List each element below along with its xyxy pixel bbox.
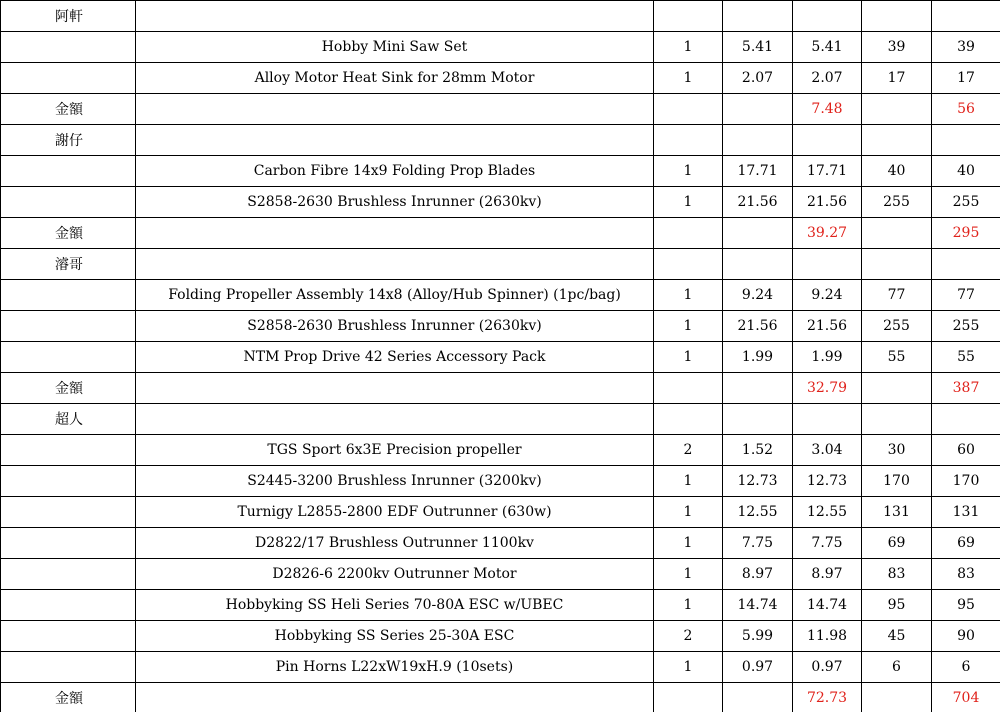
group-total-row xyxy=(1,683,1000,712)
item-description-cell[interactable]: TGS Sport 6x3E Precision propeller xyxy=(136,435,654,466)
line-total-2-cell[interactable]: 255 xyxy=(932,187,1000,218)
empty-cell[interactable] xyxy=(654,218,723,249)
item-description-cell[interactable]: Alloy Motor Heat Sink for 28mm Motor xyxy=(136,63,654,94)
quantity-cell[interactable]: 1 xyxy=(654,280,723,311)
table-row xyxy=(1,621,1000,652)
unit-price-2-cell[interactable]: 77 xyxy=(862,280,932,311)
empty-cell[interactable] xyxy=(136,94,654,125)
line-total-cell[interactable]: 14.74 xyxy=(793,590,862,621)
empty-cell[interactable] xyxy=(1,311,136,342)
line-total-2-cell[interactable]: 90 xyxy=(932,621,1000,652)
group-total-cell[interactable]: 72.73 xyxy=(793,683,862,712)
empty-cell[interactable] xyxy=(1,187,136,218)
line-total-2-cell[interactable]: 40 xyxy=(932,156,1000,187)
empty-cell[interactable] xyxy=(862,249,932,280)
empty-cell[interactable] xyxy=(136,249,654,280)
line-total-cell[interactable]: 11.98 xyxy=(793,621,862,652)
empty-cell[interactable] xyxy=(932,125,1000,156)
unit-price-cell[interactable]: 2.07 xyxy=(723,63,793,94)
empty-cell[interactable] xyxy=(136,373,654,404)
unit-price-cell[interactable]: 0.97 xyxy=(723,652,793,683)
unit-price-2-cell[interactable]: 39 xyxy=(862,32,932,63)
unit-price-cell[interactable]: 1.52 xyxy=(723,435,793,466)
group-name-cell[interactable]: 超人 xyxy=(1,404,136,435)
empty-cell[interactable] xyxy=(723,404,793,435)
empty-cell[interactable] xyxy=(862,683,932,712)
unit-price-cell[interactable]: 12.55 xyxy=(723,497,793,528)
empty-cell[interactable] xyxy=(1,466,136,497)
quantity-cell[interactable]: 1 xyxy=(654,63,723,94)
table-body xyxy=(1,1,1000,712)
quantity-cell[interactable]: 1 xyxy=(654,590,723,621)
line-total-2-cell[interactable]: 69 xyxy=(932,528,1000,559)
table-row xyxy=(1,32,1000,63)
empty-cell[interactable] xyxy=(723,94,793,125)
unit-price-2-cell[interactable]: 30 xyxy=(862,435,932,466)
group-name-cell[interactable]: 濬哥 xyxy=(1,249,136,280)
unit-price-cell[interactable]: 14.74 xyxy=(723,590,793,621)
group-total-2-cell[interactable]: 387 xyxy=(932,373,1000,404)
unit-price-2-cell[interactable]: 131 xyxy=(862,497,932,528)
total-label-cell[interactable]: 金額 xyxy=(1,218,136,249)
empty-cell[interactable] xyxy=(1,559,136,590)
unit-price-cell[interactable]: 5.41 xyxy=(723,32,793,63)
unit-price-cell[interactable]: 21.56 xyxy=(723,311,793,342)
unit-price-cell[interactable]: 1.99 xyxy=(723,342,793,373)
line-total-2-cell[interactable]: 95 xyxy=(932,590,1000,621)
empty-cell[interactable] xyxy=(862,218,932,249)
item-description-cell[interactable]: Hobby Mini Saw Set xyxy=(136,32,654,63)
item-description-cell[interactable]: S2858-2630 Brushless Inrunner (2630kv) xyxy=(136,311,654,342)
empty-cell[interactable] xyxy=(723,125,793,156)
unit-price-cell[interactable]: 8.97 xyxy=(723,559,793,590)
total-label-cell[interactable]: 金額 xyxy=(1,373,136,404)
unit-price-2-cell[interactable]: 255 xyxy=(862,311,932,342)
unit-price-cell[interactable]: 12.73 xyxy=(723,466,793,497)
empty-cell[interactable] xyxy=(723,249,793,280)
item-description-cell[interactable]: Turnigy L2855-2800 EDF Outrunner (630w) xyxy=(136,497,654,528)
item-description-cell[interactable]: Carbon Fibre 14x9 Folding Prop Blades xyxy=(136,156,654,187)
empty-cell[interactable] xyxy=(723,373,793,404)
empty-cell[interactable] xyxy=(793,1,862,32)
unit-price-2-cell[interactable]: 55 xyxy=(862,342,932,373)
unit-price-2-cell[interactable]: 170 xyxy=(862,466,932,497)
table-row xyxy=(1,590,1000,621)
item-description-cell[interactable]: S2445-3200 Brushless Inrunner (3200kv) xyxy=(136,466,654,497)
item-description-cell[interactable]: S2858-2630 Brushless Inrunner (2630kv) xyxy=(136,187,654,218)
empty-cell[interactable] xyxy=(723,218,793,249)
item-description-cell[interactable]: Hobbyking SS Series 25-30A ESC xyxy=(136,621,654,652)
item-description-cell[interactable]: D2826-6 2200kv Outrunner Motor xyxy=(136,559,654,590)
empty-cell[interactable] xyxy=(723,1,793,32)
line-total-2-cell[interactable]: 55 xyxy=(932,342,1000,373)
group-total-2-cell[interactable]: 295 xyxy=(932,218,1000,249)
quantity-cell[interactable]: 1 xyxy=(654,156,723,187)
line-total-cell[interactable]: 1.99 xyxy=(793,342,862,373)
empty-cell[interactable] xyxy=(1,280,136,311)
unit-price-cell[interactable]: 17.71 xyxy=(723,156,793,187)
line-total-cell[interactable]: 8.97 xyxy=(793,559,862,590)
empty-cell[interactable] xyxy=(654,683,723,712)
item-description-cell[interactable]: D2822/17 Brushless Outrunner 1100kv xyxy=(136,528,654,559)
empty-cell[interactable] xyxy=(136,1,654,32)
line-total-cell[interactable]: 12.73 xyxy=(793,466,862,497)
group-name-cell[interactable]: 謝仔 xyxy=(1,125,136,156)
line-total-2-cell[interactable]: 255 xyxy=(932,311,1000,342)
unit-price-2-cell[interactable]: 69 xyxy=(862,528,932,559)
line-total-cell[interactable]: 7.75 xyxy=(793,528,862,559)
line-total-cell[interactable]: 5.41 xyxy=(793,32,862,63)
unit-price-2-cell[interactable]: 40 xyxy=(862,156,932,187)
group-total-2-cell[interactable]: 704 xyxy=(932,683,1000,712)
quantity-cell[interactable]: 1 xyxy=(654,311,723,342)
total-label-cell[interactable]: 金額 xyxy=(1,683,136,712)
table-row xyxy=(1,342,1000,373)
empty-cell[interactable] xyxy=(793,404,862,435)
group-total-cell[interactable]: 39.27 xyxy=(793,218,862,249)
empty-cell[interactable] xyxy=(793,249,862,280)
quantity-cell[interactable]: 1 xyxy=(654,528,723,559)
unit-price-2-cell[interactable]: 95 xyxy=(862,590,932,621)
empty-cell[interactable] xyxy=(654,125,723,156)
item-description-cell[interactable]: Folding Propeller Assembly 14x8 (Alloy/Hub Spinner) (1pc/bag) xyxy=(136,280,654,311)
unit-price-cell[interactable]: 7.75 xyxy=(723,528,793,559)
table-row xyxy=(1,466,1000,497)
empty-cell[interactable] xyxy=(654,94,723,125)
line-total-cell[interactable]: 0.97 xyxy=(793,652,862,683)
empty-cell[interactable] xyxy=(1,435,136,466)
total-label-cell[interactable]: 金額 xyxy=(1,94,136,125)
unit-price-cell[interactable]: 5.99 xyxy=(723,621,793,652)
quantity-cell[interactable]: 2 xyxy=(654,621,723,652)
table-row xyxy=(1,63,1000,94)
unit-price-cell[interactable]: 21.56 xyxy=(723,187,793,218)
empty-cell[interactable] xyxy=(932,404,1000,435)
unit-price-2-cell[interactable]: 17 xyxy=(862,63,932,94)
group-total-cell[interactable]: 7.48 xyxy=(793,94,862,125)
empty-cell[interactable] xyxy=(136,404,654,435)
empty-cell[interactable] xyxy=(862,373,932,404)
empty-cell[interactable] xyxy=(654,373,723,404)
line-total-cell[interactable]: 17.71 xyxy=(793,156,862,187)
empty-cell[interactable] xyxy=(136,218,654,249)
group-total-2-cell[interactable]: 56 xyxy=(932,94,1000,125)
item-description-cell[interactable]: Pin Horns L22xW19xH.9 (10sets) xyxy=(136,652,654,683)
quantity-cell[interactable]: 2 xyxy=(654,435,723,466)
table-row xyxy=(1,435,1000,466)
line-total-2-cell[interactable]: 39 xyxy=(932,32,1000,63)
unit-price-cell[interactable]: 9.24 xyxy=(723,280,793,311)
line-total-cell[interactable]: 2.07 xyxy=(793,63,862,94)
empty-cell[interactable] xyxy=(1,528,136,559)
quantity-cell[interactable]: 1 xyxy=(654,32,723,63)
item-description-cell[interactable]: NTM Prop Drive 42 Series Accessory Pack xyxy=(136,342,654,373)
quantity-cell[interactable]: 1 xyxy=(654,187,723,218)
group-header-row xyxy=(1,1,1000,32)
empty-cell[interactable] xyxy=(1,156,136,187)
line-total-cell[interactable]: 21.56 xyxy=(793,187,862,218)
group-total-row xyxy=(1,373,1000,404)
empty-cell[interactable] xyxy=(1,63,136,94)
quantity-cell[interactable]: 1 xyxy=(654,466,723,497)
line-total-cell[interactable]: 3.04 xyxy=(793,435,862,466)
line-total-2-cell[interactable]: 77 xyxy=(932,280,1000,311)
group-total-cell[interactable]: 32.79 xyxy=(793,373,862,404)
quantity-cell[interactable]: 1 xyxy=(654,497,723,528)
empty-cell[interactable] xyxy=(862,125,932,156)
empty-cell[interactable] xyxy=(654,404,723,435)
item-description-cell[interactable]: Hobbyking SS Heli Series 70-80A ESC w/UBEC xyxy=(136,590,654,621)
table-row xyxy=(1,652,1000,683)
empty-cell[interactable] xyxy=(1,342,136,373)
quantity-cell[interactable]: 1 xyxy=(654,342,723,373)
table-row xyxy=(1,497,1000,528)
group-total-row xyxy=(1,218,1000,249)
empty-cell[interactable] xyxy=(1,652,136,683)
empty-cell[interactable] xyxy=(654,249,723,280)
line-total-2-cell[interactable]: 60 xyxy=(932,435,1000,466)
empty-cell[interactable] xyxy=(136,125,654,156)
unit-price-2-cell[interactable]: 255 xyxy=(862,187,932,218)
quantity-cell[interactable]: 1 xyxy=(654,559,723,590)
table-row xyxy=(1,311,1000,342)
empty-cell[interactable] xyxy=(862,404,932,435)
table-row xyxy=(1,559,1000,590)
line-total-cell[interactable]: 21.56 xyxy=(793,311,862,342)
line-total-cell[interactable]: 12.55 xyxy=(793,497,862,528)
line-total-2-cell[interactable]: 131 xyxy=(932,497,1000,528)
group-name-cell[interactable]: 阿軒 xyxy=(1,1,136,32)
empty-cell[interactable] xyxy=(136,683,654,712)
unit-price-2-cell[interactable]: 6 xyxy=(862,652,932,683)
empty-cell[interactable] xyxy=(723,683,793,712)
empty-cell[interactable] xyxy=(1,590,136,621)
unit-price-2-cell[interactable]: 45 xyxy=(862,621,932,652)
line-total-2-cell[interactable]: 17 xyxy=(932,63,1000,94)
line-total-2-cell[interactable]: 6 xyxy=(932,652,1000,683)
empty-cell[interactable] xyxy=(932,1,1000,32)
line-total-2-cell[interactable]: 83 xyxy=(932,559,1000,590)
table-row xyxy=(1,187,1000,218)
group-header-row xyxy=(1,125,1000,156)
empty-cell[interactable] xyxy=(793,125,862,156)
quantity-cell[interactable]: 1 xyxy=(654,652,723,683)
table-row xyxy=(1,280,1000,311)
empty-cell[interactable] xyxy=(1,497,136,528)
empty-cell[interactable] xyxy=(862,1,932,32)
empty-cell[interactable] xyxy=(932,249,1000,280)
empty-cell[interactable] xyxy=(1,621,136,652)
table-row xyxy=(1,528,1000,559)
group-header-row xyxy=(1,249,1000,280)
line-total-cell[interactable]: 9.24 xyxy=(793,280,862,311)
group-total-row xyxy=(1,94,1000,125)
unit-price-2-cell[interactable]: 83 xyxy=(862,559,932,590)
line-total-2-cell[interactable]: 170 xyxy=(932,466,1000,497)
empty-cell[interactable] xyxy=(654,1,723,32)
group-header-row xyxy=(1,404,1000,435)
table-row xyxy=(1,156,1000,187)
empty-cell[interactable] xyxy=(862,94,932,125)
empty-cell[interactable] xyxy=(1,32,136,63)
